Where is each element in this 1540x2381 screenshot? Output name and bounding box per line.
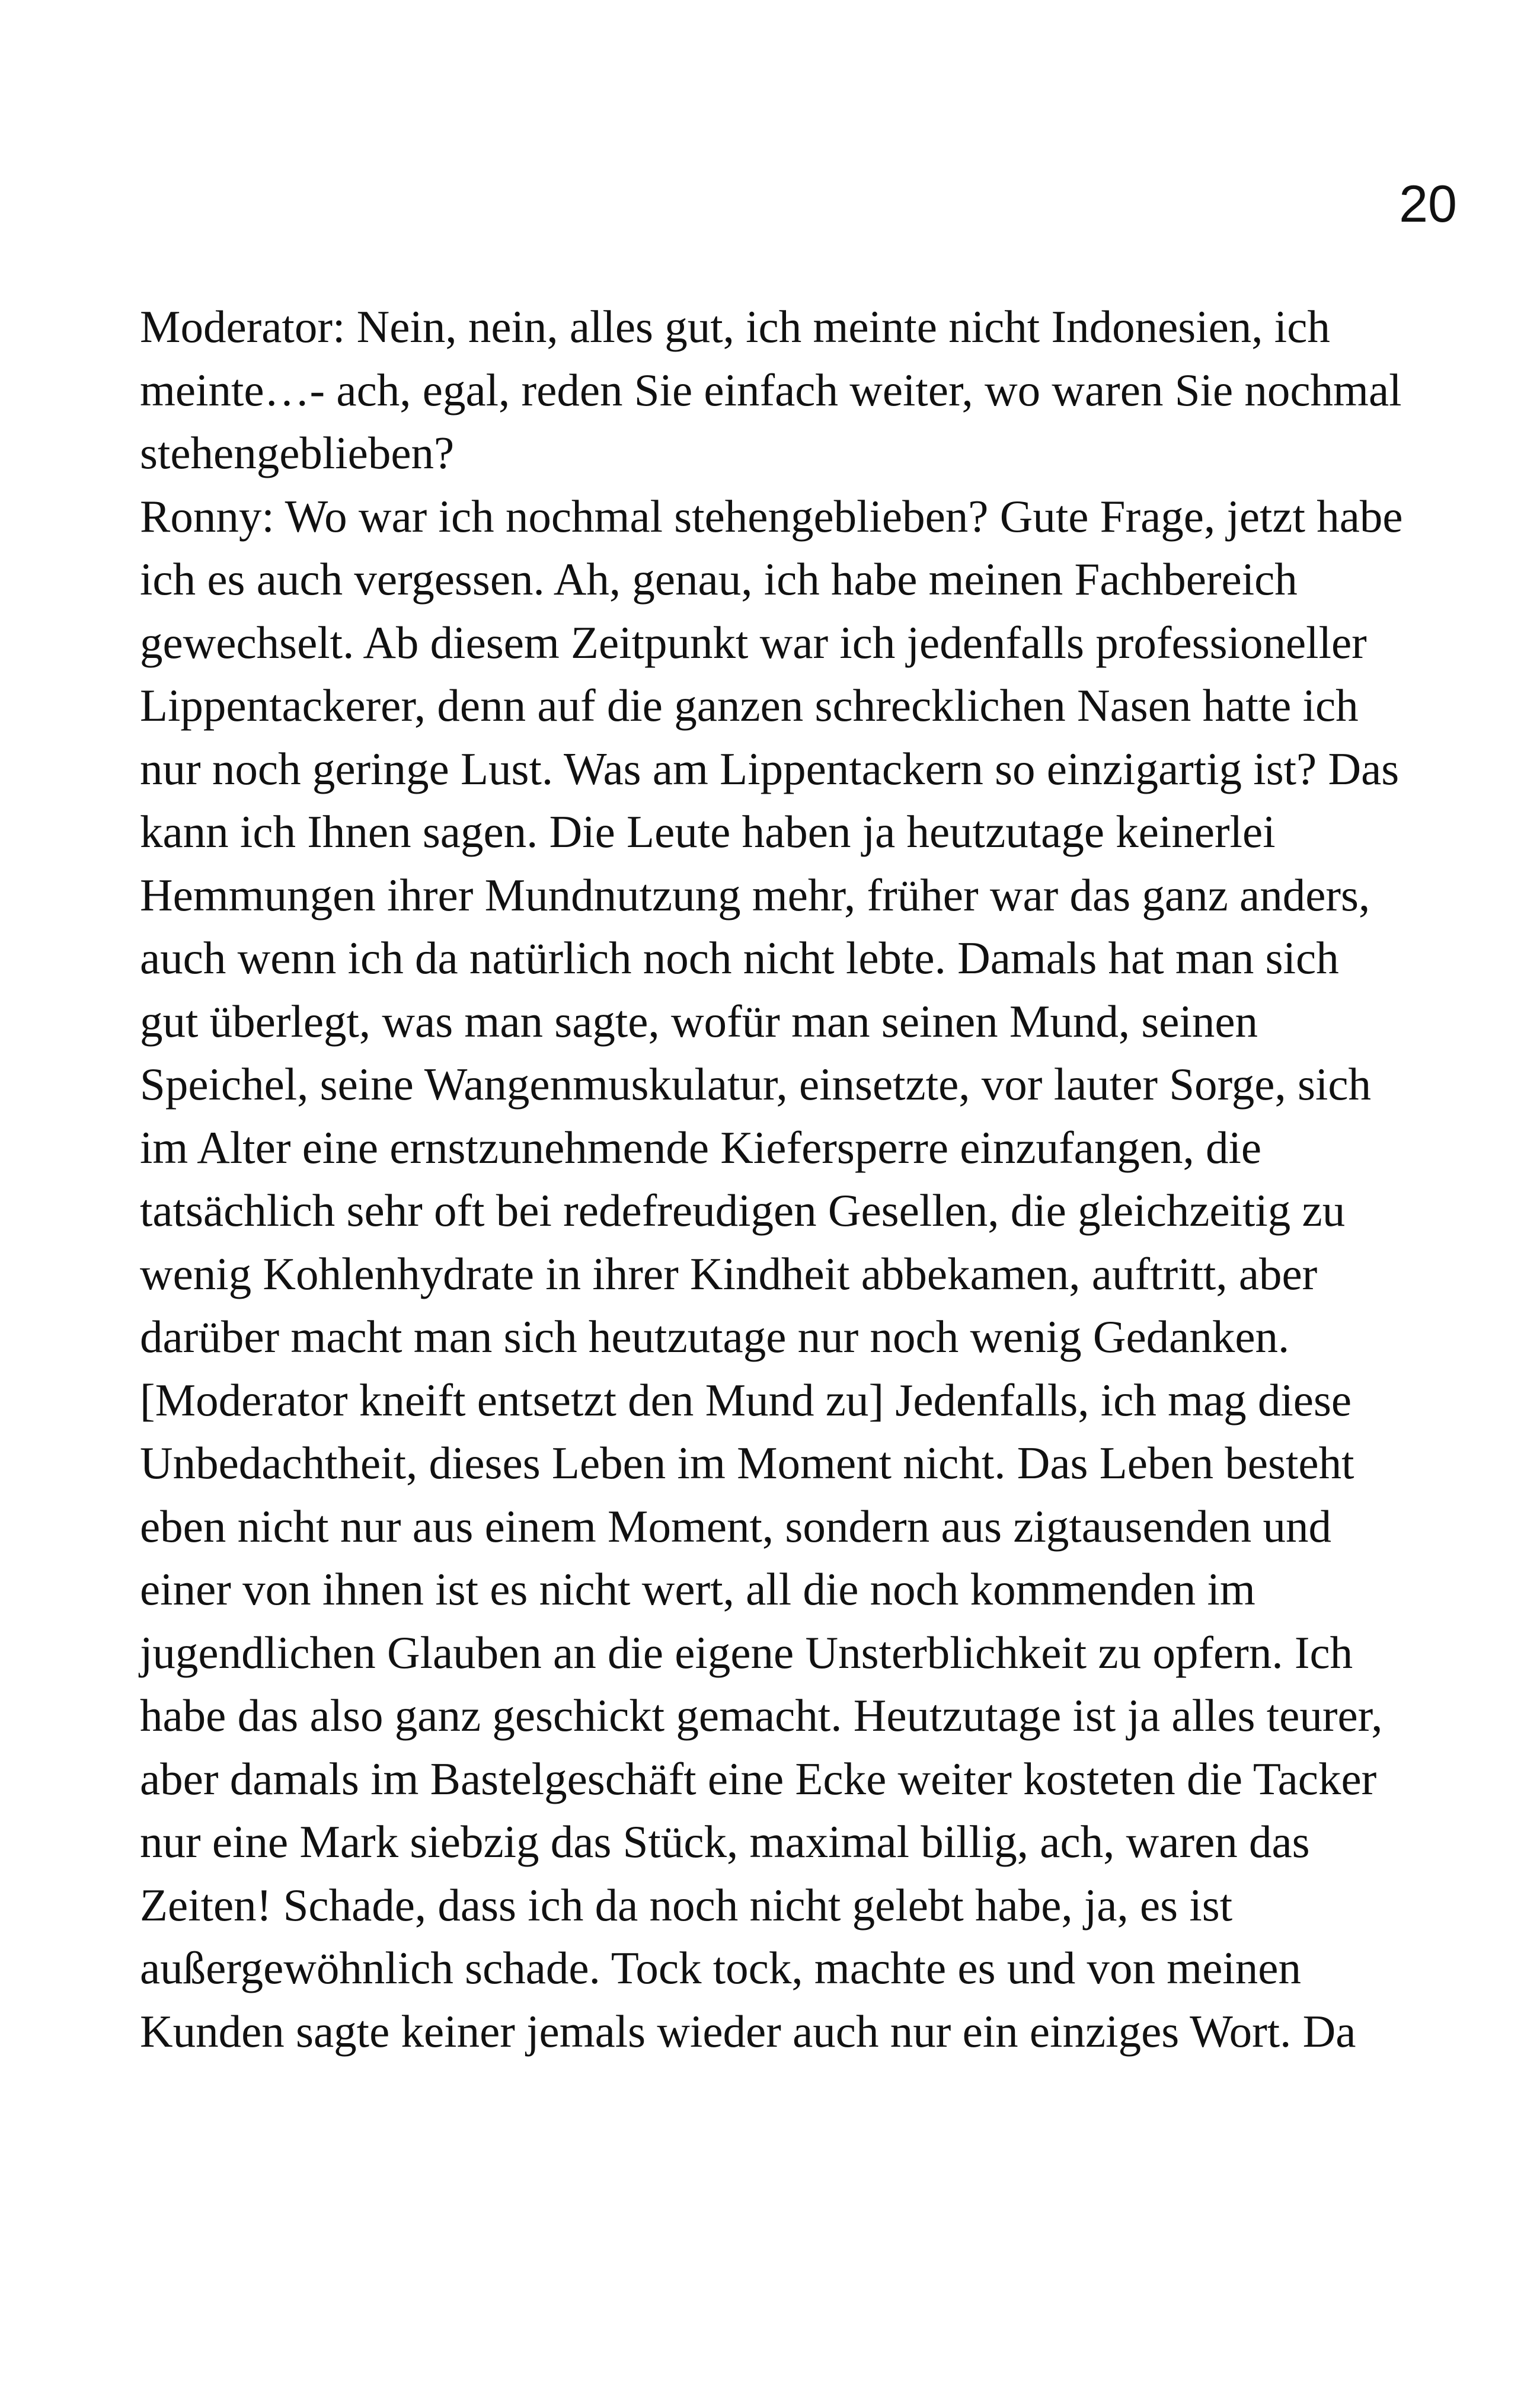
text-line: [Moderator kneift entsetzt den Mund zu] Jedenfalls, ich mag diese bbox=[140, 1374, 1352, 1426]
text-line: nur eine Mark siebzig das Stück, maximal billig, ach, waren das bbox=[140, 1816, 1310, 1867]
text-line: Unbedachtheit, dieses Leben im Moment nicht. Das Leben besteht bbox=[140, 1437, 1354, 1488]
text-line: wenig Kohlenhydrate in ihrer Kindheit abbekamen, auftritt, aber bbox=[140, 1248, 1318, 1299]
text-line: auch wenn ich da natürlich noch nicht lebte. Damals hat man sich bbox=[140, 932, 1339, 983]
text-line: aber damals im Bastelgeschäft eine Ecke weiter kosteten die Tacker bbox=[140, 1753, 1377, 1804]
text-line: stehengeblieben? bbox=[140, 427, 455, 478]
text-line: gewechselt. Ab diesem Zeitpunkt war ich jedenfalls professioneller bbox=[140, 616, 1367, 668]
text-line: Kunden sagte keiner jemals wieder auch nur ein einziges Wort. Da bbox=[140, 2005, 1356, 2057]
text-line: darüber macht man sich heutzutage nur noch wenig Gedanken. bbox=[140, 1311, 1290, 1362]
text-line: kann ich Ihnen sagen. Die Leute haben ja heutzutage keinerlei bbox=[140, 806, 1276, 857]
page-number: 20 bbox=[1399, 174, 1457, 233]
text-line: Lippentackerer, denn auf die ganzen schrecklichen Nasen hatte ich bbox=[140, 680, 1359, 731]
text-line: Hemmungen ihrer Mundnutzung mehr, früher war das ganz anders, bbox=[140, 869, 1370, 921]
text-line: Ronny: Wo war ich nochmal stehengeblieben? Gute Frage, jetzt habe bbox=[140, 490, 1403, 542]
body-text bbox=[140, 295, 1456, 2063]
text-line: tatsächlich sehr oft bei redefreudigen Gesellen, die gleichzeitig zu bbox=[140, 1185, 1346, 1236]
text-line: jugendlichen Glauben an die eigene Unsterblichkeit zu opfern. Ich bbox=[140, 1626, 1353, 1678]
text-line: ich es auch vergessen. Ah, genau, ich habe meinen Fachbereich bbox=[140, 554, 1298, 605]
text-line: nur noch geringe Lust. Was am Lippentackern so einzigartig ist? Das bbox=[140, 743, 1400, 794]
text-line: Moderator: Nein, nein, alles gut, ich meinte nicht Indonesien, ich bbox=[140, 301, 1330, 352]
text-line: Zeiten! Schade, dass ich da noch nicht gelebt habe, ja, es ist bbox=[140, 1879, 1233, 1931]
text-line: gut überlegt, was man sagte, wofür man seinen Mund, seinen bbox=[140, 995, 1258, 1047]
text-line: außergewöhnlich schade. Tock tock, machte es und von meinen bbox=[140, 1942, 1301, 1993]
text-line: meinte…- ach, egal, reden Sie einfach weiter, wo waren Sie nochmal bbox=[140, 364, 1402, 416]
text-line: einer von ihnen ist es nicht wert, all die noch kommenden im bbox=[140, 1564, 1255, 1615]
text-line: im Alter eine ernstzunehmende Kiefersperre einzufangen, die bbox=[140, 1121, 1262, 1173]
text-line: Speichel, seine Wangenmuskulatur, einsetzte, vor lauter Sorge, sich bbox=[140, 1059, 1372, 1110]
text-line: habe das also ganz geschickt gemacht. Heutzutage ist ja alles teurer, bbox=[140, 1690, 1383, 1741]
text-line: eben nicht nur aus einem Moment, sondern aus zigtausenden und bbox=[140, 1500, 1332, 1552]
